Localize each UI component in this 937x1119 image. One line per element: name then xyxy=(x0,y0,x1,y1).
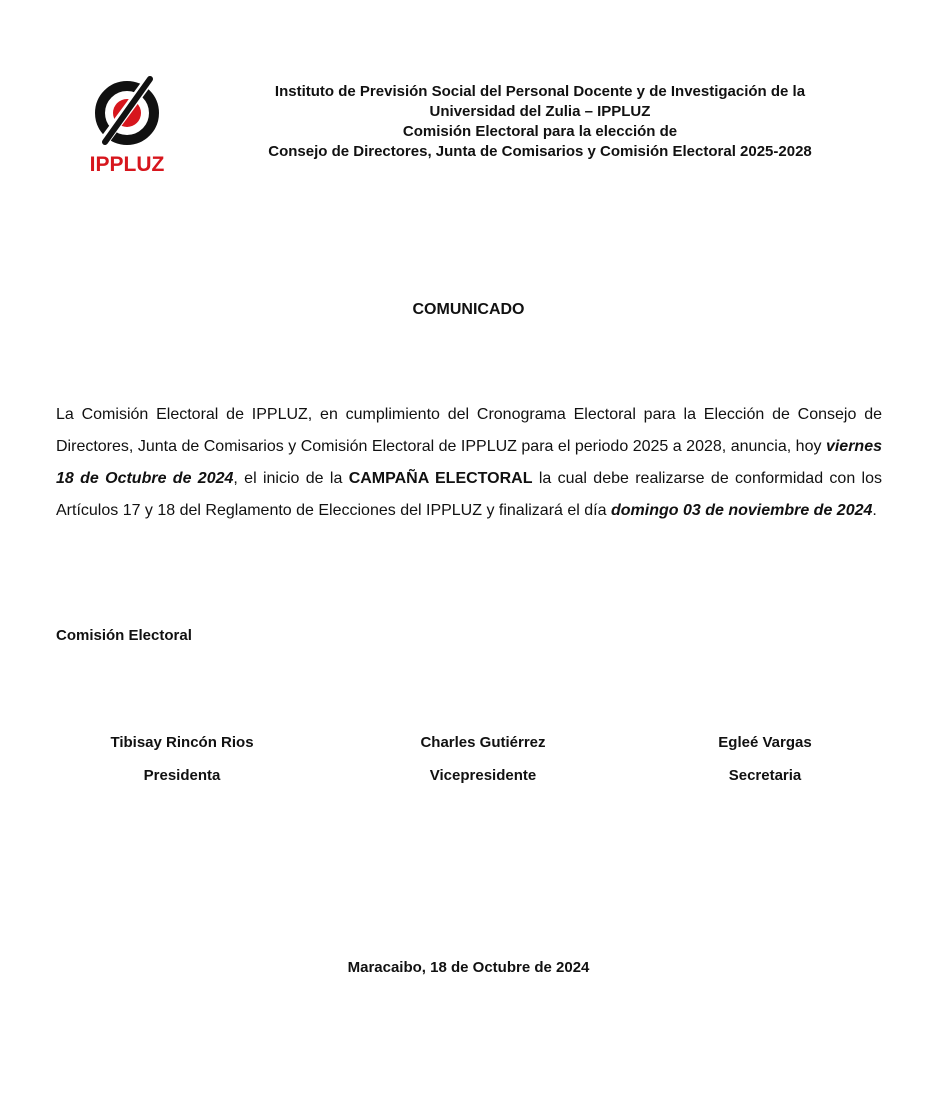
body-text-part-3: la cual debe realizarse de conformidad con los Artículos 17 y 18 del Reglamento de Elecciones del IPPLUZ y finalizará el día xyxy=(56,470,883,519)
signoff: Comisión Electoral xyxy=(56,627,192,644)
page-title: COMUNICADO xyxy=(412,301,525,318)
body-text-part-4: . xyxy=(872,502,877,519)
header-line-4: Consejo de Directores, Junta de Comisarios y Comisión Electoral 2025-2028 xyxy=(268,143,812,160)
signatory-role: Vicepresidente xyxy=(429,767,537,784)
place-and-date: Maracaibo, 18 de Octubre de 2024 xyxy=(347,959,590,976)
document-header xyxy=(210,82,870,162)
signatory-role: Presidenta xyxy=(143,767,221,784)
signatory-president xyxy=(62,726,302,792)
ippluz-logo xyxy=(64,62,190,188)
announcement-paragraph xyxy=(56,399,882,527)
signatory-name: Charles Gutiérrez xyxy=(420,734,546,751)
body-text-part-2: , el inicio de la xyxy=(233,470,349,487)
signatory-name: Egleé Vargas xyxy=(718,734,812,751)
body-text-part-1: La Comisión Electoral de IPPLUZ, en cumplimiento del Cronograma Electoral para la Elección de Consejo de Directores, Junta de Comisarios y Comisión Electoral de IPPLUZ para el periodo 2025 a 2028, anuncia, hoy xyxy=(56,406,882,455)
signatory-vicepresident xyxy=(363,726,603,792)
header-line-2: Universidad del Zulia – IPPLUZ xyxy=(429,103,651,120)
campaign-start-date: viernes 18 de Octubre de 2024 xyxy=(56,438,882,487)
ippluz-emblem-icon xyxy=(64,62,190,188)
campaign-label: CAMPAÑA ELECTORAL xyxy=(348,470,533,487)
signatory-role: Secretaria xyxy=(728,767,802,784)
header-line-3: Comisión Electoral para la elección de xyxy=(402,123,678,140)
logo-text: IPPLUZ xyxy=(89,153,165,176)
signatory-secretary xyxy=(645,726,885,792)
campaign-end-date: domingo 03 de noviembre de 2024 xyxy=(610,502,873,519)
header-line-1: Instituto de Previsión Social del Personal Docente y de Investigación de la xyxy=(274,83,806,100)
signatory-name: Tibisay Rincón Rios xyxy=(110,734,254,751)
